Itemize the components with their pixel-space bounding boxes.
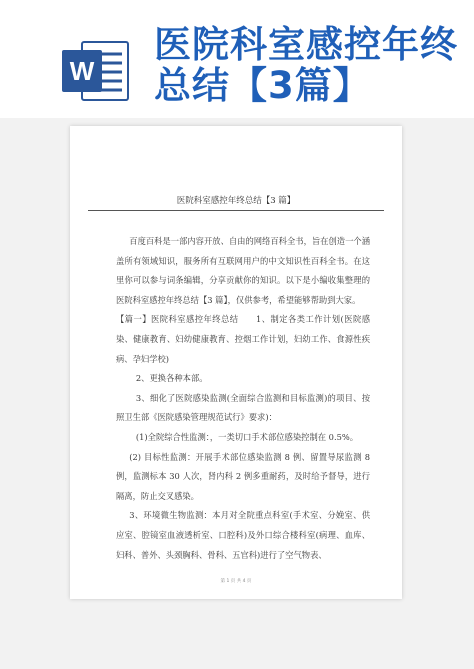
header-banner <box>0 0 474 118</box>
paragraph-item-3-1: (1)全院综合性监测：，一类切口手术部位感染控制在 0.5%。 <box>135 431 359 442</box>
document-body <box>116 232 370 565</box>
paragraph-intro: 百度百科是一部内容开放、自由的网络百科全书，旨在创造一个涵盖所有领域知识，服务所有互联网用户的中文知识性百科全书。在这里你可以参与词条编辑，分享贡献你的知识。以下是小编收集整理的医院科室感控年终总结【3 篇】，仅供参考，希望能够帮助到大家。 <box>116 236 370 305</box>
paragraph-item-2: 2、更换各种本部。 <box>135 373 208 384</box>
word-icon-letter: W <box>69 56 95 86</box>
paragraph-section-one: 【篇一】医院科室感控年终总结 1、制定各类工作计划(医院感染、健康教育、妇幼健康教育、控烟工作计划，妇幼工作、食源性疾病、孕妇学校) <box>116 314 370 364</box>
header-divider <box>88 210 384 211</box>
paragraph-item-3: 3、细化了医院感染监测(全面综合监测和目标监测)的项目、按照卫生部《医院感染管理规范试行》要求)： <box>116 392 370 423</box>
word-document-icon <box>60 40 132 102</box>
page-number-footer: 第 1 页 共 4 页 <box>220 579 252 584</box>
paragraph-item-3-2: (2) 目标性监测：开展手术部位感染监测 8 例、留置导尿监测 8 例，监测标本 30 人次，肾内科 2 例多重耐药，及时给予督导，进行隔离，防止交叉感染。 <box>116 451 370 501</box>
document-page <box>70 126 402 599</box>
document-page-header: 医院科室感控年终总结【3 篇】 <box>176 196 296 206</box>
title-line-1: 医院科室感控年终 <box>154 23 458 66</box>
paragraph-item-environment: 3、环境微生物监测：本月对全院重点科室(手术室、分娩室、供应室、腔镜室血液透析室、口腔科)及外口综合楼科室(病理、血库、妇科、普外、头颈胸科、骨科、五官科)进行了空气物表、 <box>116 510 370 560</box>
page-title <box>154 24 464 106</box>
title-line-2: 总结【3篇】 <box>154 64 371 107</box>
